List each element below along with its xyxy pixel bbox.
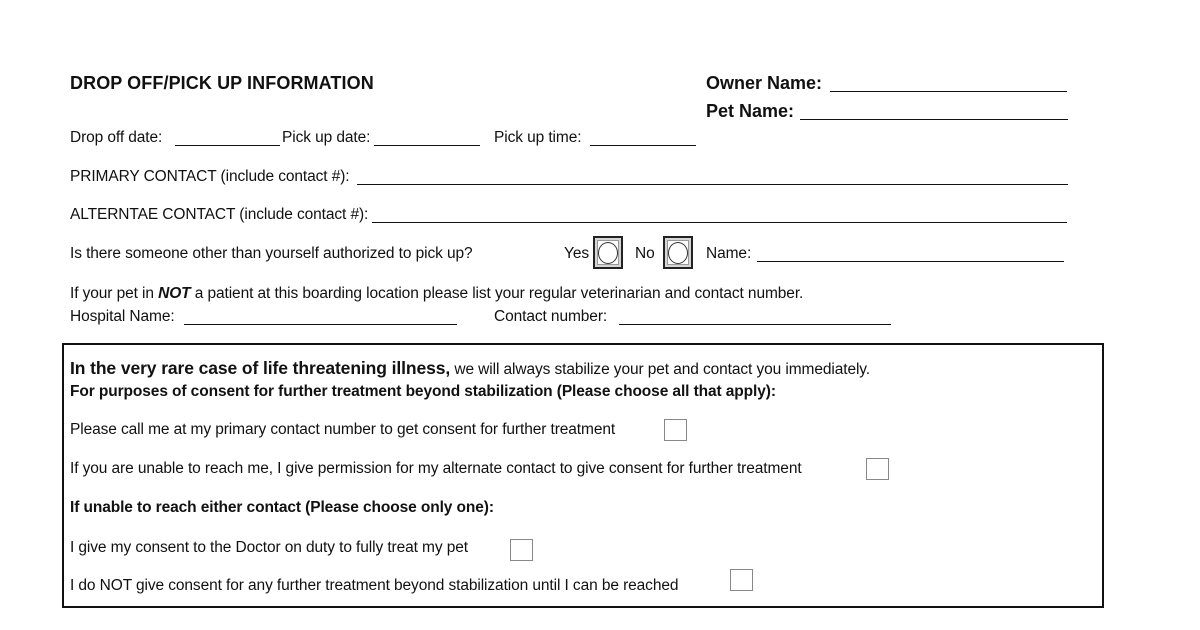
pick-up-time-field[interactable] (590, 145, 696, 146)
no-label: No (635, 245, 655, 262)
no-radio[interactable] (663, 236, 693, 269)
consent-intro-rest: we will always stabilize your pet and contact you immediately. (450, 361, 871, 378)
radio-circle-icon (598, 242, 618, 264)
pet-name-label: Pet Name: (706, 101, 795, 121)
consent-intro (70, 358, 870, 379)
consent-option-checkbox-primary-call[interactable] (664, 419, 687, 441)
consent-option-checkbox-no-consent[interactable] (730, 569, 753, 591)
pet-name-field[interactable] (800, 119, 1068, 120)
pick-up-date-label: Pick up date: (282, 129, 371, 146)
hospital-name-label: Hospital Name: (70, 308, 175, 325)
pick-up-time-label: Pick up time: (494, 129, 582, 146)
yes-label: Yes (564, 245, 589, 262)
radio-inner (667, 240, 689, 265)
alternate-contact-label: ALTERNTAE CONTACT (include contact #): (70, 206, 369, 223)
owner-name-label: Owner Name: (706, 73, 823, 93)
either-contact-heading: If unable to reach either contact (Please choose only one): (70, 499, 494, 516)
radio-circle-icon (668, 242, 688, 264)
instruction-prefix: If your pet in (70, 285, 159, 302)
authorized-name-field[interactable] (757, 261, 1064, 262)
drop-off-date-label: Drop off date: (70, 129, 163, 146)
yes-radio[interactable] (593, 236, 623, 269)
consent-option-checkbox-alternate-contact[interactable] (866, 458, 889, 480)
alternate-contact-field[interactable] (372, 222, 1067, 223)
instruction-suffix: a patient at this boarding location please list your regular veterinarian and contact number. (190, 285, 804, 302)
primary-contact-label: PRIMARY CONTACT (include contact #): (70, 168, 350, 185)
instruction-emphasis: NOT (158, 285, 191, 302)
owner-name-field[interactable] (830, 91, 1067, 92)
consent-purpose-heading: For purposes of consent for further treatment beyond stabilization (Please choose all that apply): (70, 383, 776, 400)
pick-up-date-field[interactable] (374, 145, 480, 146)
consent-option-label: I do NOT give consent for any further treatment beyond stabilization until I can be reached (70, 577, 679, 594)
consent-option-checkbox-doctor-treat[interactable] (510, 539, 533, 561)
authorized-pickup-question: Is there someone other than yourself authorized to pick up? (70, 245, 473, 262)
consent-option-label: If you are unable to reach me, I give permission for my alternate contact to give consent for further treatment (70, 460, 802, 477)
radio-inner (597, 240, 619, 265)
veterinarian-instruction (70, 285, 803, 303)
consent-intro-bold: In the very rare case of life threatening illness, (70, 358, 451, 378)
authorized-name-label: Name: (706, 245, 752, 262)
hospital-name-field[interactable] (184, 324, 457, 325)
contact-number-field[interactable] (619, 324, 891, 325)
consent-option-label: Please call me at my primary contact number to get consent for further treatment (70, 421, 616, 438)
section-title: DROP OFF/PICK UP INFORMATION (70, 73, 374, 93)
contact-number-label: Contact number: (494, 308, 608, 325)
consent-option-label: I give my consent to the Doctor on duty to fully treat my pet (70, 539, 468, 556)
drop-off-date-field[interactable] (175, 145, 280, 146)
primary-contact-field[interactable] (357, 184, 1068, 185)
